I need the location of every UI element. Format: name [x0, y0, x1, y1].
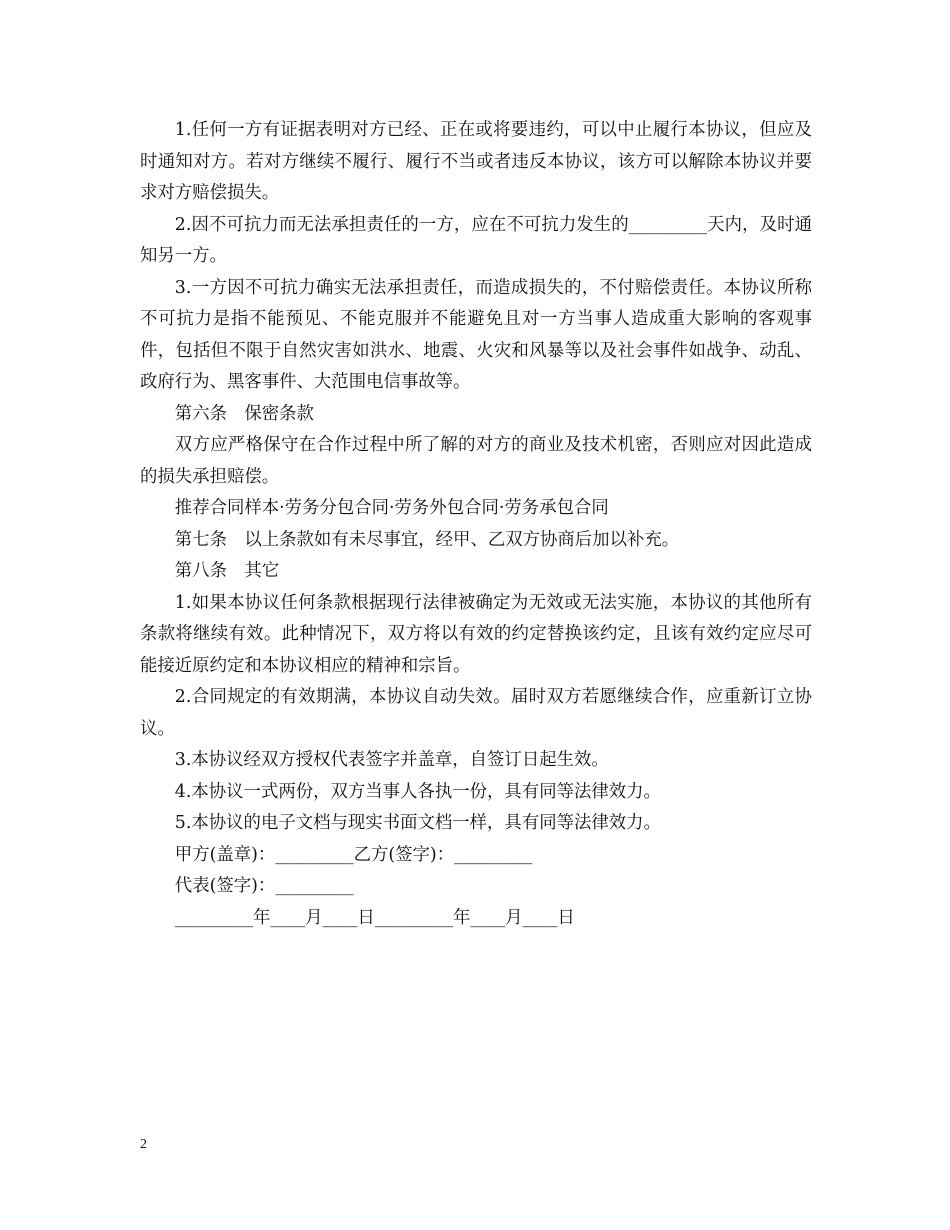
- article-8-item-3: 3.本协议经双方授权代表签字并盖章，自签订日起生效。: [174, 750, 609, 770]
- signature-representative-line: 代表(签字)：_________: [174, 876, 354, 896]
- article-6-heading: 第六条 保密条款: [174, 403, 314, 424]
- signature-date-line: _________年____月____日_________年____月____日: [174, 907, 575, 928]
- article-8-heading: 第八条 其它: [174, 561, 280, 581]
- article-8-item-1: 1.如果本协议任何条款根据现行法律被确定为无效或无法实施，本协议的其他所有条款将继续有效。此种情况下，双方将以有效的约定替换该约定，且该有效约定应尽可能接近原约定和本协议相应的精神和宗旨。: [140, 592, 812, 676]
- article-7-clause: 第七条 以上条款如有未尽事宜，经甲、乙双方协商后加以补充。: [174, 529, 680, 550]
- clause-3-force-majeure-definition: 3.一方因不可抗力确实无法承担责任，而造成损失的，不付赔偿责任。本协议所称不可抗力是指不能预见、不能克服并不能避免且对一方当事人造成重大影响的客观事件，包括但不限于自然灾害如洪水、地震、火灾和风暴等以及社会事件如战争、动乱、政府行为、黑客事件、大范围电信事故等。: [140, 277, 812, 392]
- confidentiality-clause: 双方应严格保守在合作过程中所了解的对方的商业及技术机密，否则应对因此造成的损失承担赔偿。: [140, 435, 812, 487]
- article-8-item-4: 4.本协议一式两份，双方当事人各执一份，具有同等法律效力。: [174, 781, 661, 802]
- clause-2-force-majeure-notice: 2.因不可抗力而无法承担责任的一方，应在不可抗力发生的_________天内，及时通知另一方。: [140, 214, 812, 266]
- article-8-item-2: 2.合同规定的有效期满，本协议自动失效。届时双方若愿继续合作，应重新订立协议。: [140, 687, 812, 739]
- document-body: [140, 115, 812, 934]
- clause-1-breach-suspension: 1.任何一方有证据表明对方已经、正在或将要违约，可以中止履行本协议，但应及时通知对方。若对方继续不履行、履行不当或者违反本协议，该方可以解除本协议并要求对方赔偿损失。: [140, 120, 812, 203]
- signature-party-line: 甲方(盖章)：_________乙方(签字)：_________: [174, 844, 533, 865]
- recommended-templates-line: 推荐合同样本·劳务分包合同·劳务外包合同·劳务承包合同: [174, 498, 609, 518]
- page-number: 2: [140, 1137, 147, 1152]
- article-8-item-5: 5.本协议的电子文档与现实书面文档一样，具有同等法律效力。: [174, 813, 661, 833]
